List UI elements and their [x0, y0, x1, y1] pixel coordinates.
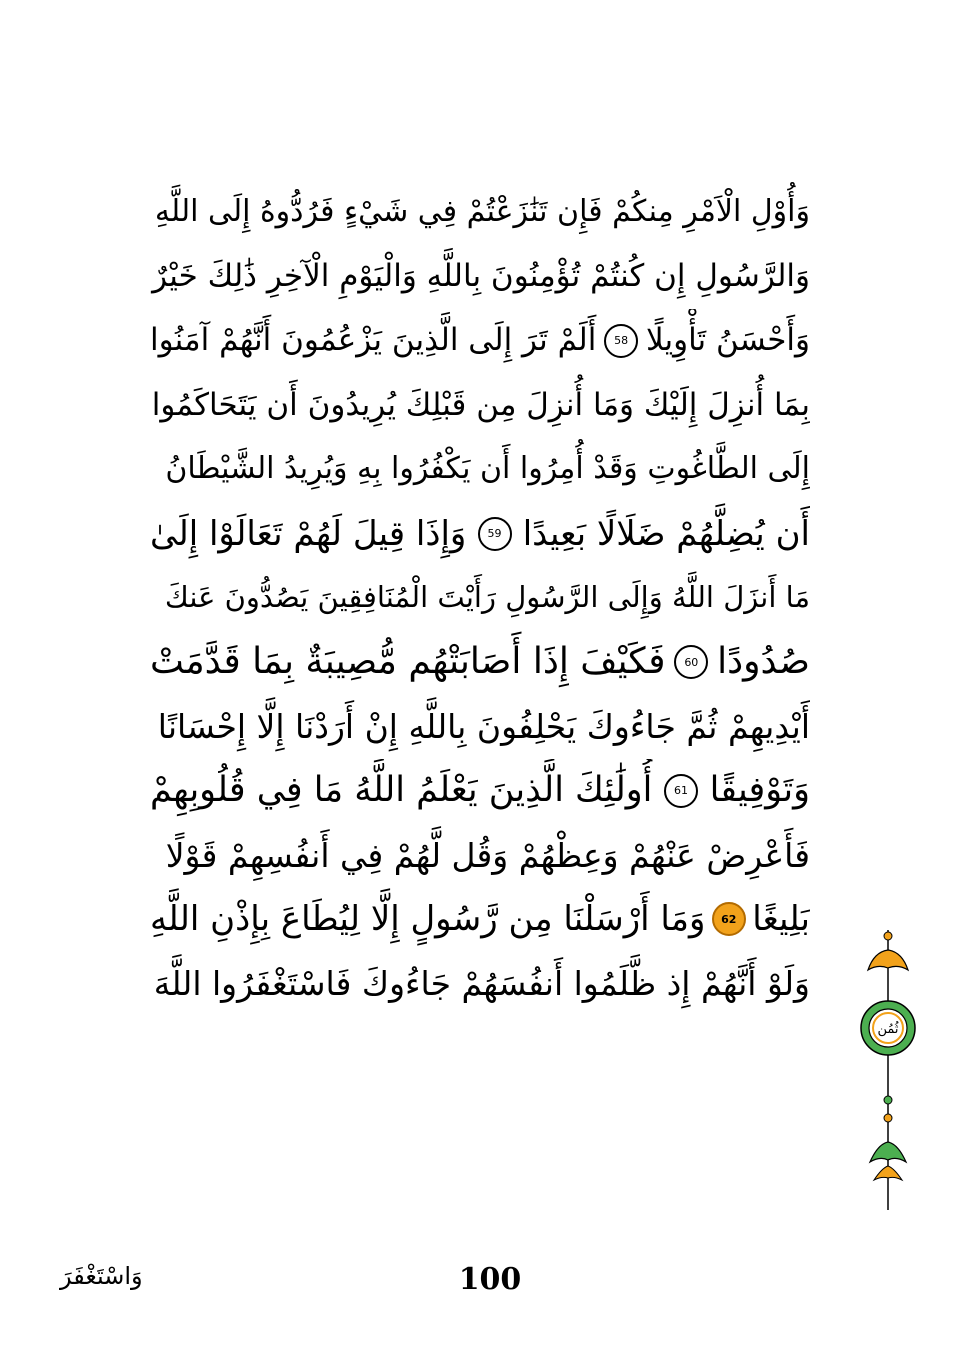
verse-number-marker: 62	[712, 902, 746, 936]
verse-text: أَلَمْ تَرَ إِلَى الَّذِينَ يَزْعُمُونَ أَنَّهُمْ آمَنُوا	[150, 322, 597, 359]
verse-text: وَالرَّسُولِ إِن كُنتُمْ تُؤْمِنُونَ بِاللَّهِ وَالْيَوْمِ الْآخِرِ ذَٰلِكَ خَيْرٌ	[152, 257, 810, 294]
verse-text: أَيْدِيهِمْ ثُمَّ جَاءُوكَ يَحْلِفُونَ بِاللَّهِ إِنْ أَرَدْنَا إِلَّا إِحْسَانًا	[157, 707, 810, 747]
verse-text: وَأَحْسَنُ تَأْوِيلًا	[645, 322, 810, 359]
text-line-2	[150, 244, 810, 308]
verse-text: صُدُودًا	[717, 641, 810, 683]
verse-text: بِمَا أُنزِلَ إِلَيْكَ وَمَا أُنزِلَ مِن قَبْلِكَ يُرِيدُونَ أَن يَتَحَاكَمُوا	[151, 386, 810, 423]
text-line-12	[150, 887, 810, 951]
text-line-3	[150, 309, 810, 373]
verse-text: بَلِيغًا	[752, 899, 810, 940]
page-number: 100	[458, 1262, 522, 1297]
text-line-10	[150, 759, 810, 823]
verse-text: فَأَعْرِضْ عَنْهُمْ وَعِظْهُمْ وَقُل لَّهُمْ فِي أَنفُسِهِمْ قَوْلًا	[165, 835, 810, 875]
verse-number-marker: 59	[478, 517, 512, 551]
verse-text: فَكَيْفَ إِذَا أَصَابَتْهُم مُّصِيبَةٌ بِمَا قَدَّمَتْ	[150, 641, 666, 683]
text-line-7	[150, 566, 810, 630]
verse-text: إِلَى الطَّاغُوتِ وَقَدْ أُمِرُوا أَن يَكْفُرُوا بِهِ وَيُرِيدُ الشَّيْطَانُ	[165, 451, 810, 487]
verse-text: وَلَوْ أَنَّهُمْ إِذ ظَّلَمُوا أَنفُسَهُمْ جَاءُوكَ فَاسْتَغْفَرُوا اللَّهَ	[153, 964, 810, 1004]
verse-text: وَإِذَا قِيلَ لَهُمْ تَعَالَوْا إِلَىٰ	[150, 513, 467, 554]
verse-number-marker: 60	[674, 645, 708, 679]
text-line-9	[150, 694, 810, 758]
text-line-5	[150, 437, 810, 501]
text-line-1	[150, 180, 810, 244]
verse-text: أَن يُضِلَّهُمْ ضَلَالًا بَعِيدًا	[522, 513, 810, 554]
quran-text-block	[150, 180, 810, 1016]
catchword: وَاسْتَغْفَرَ	[60, 1262, 143, 1290]
verse-number-marker: 61	[664, 774, 698, 808]
verse-text: وَتَوْفِيقًا	[709, 770, 810, 811]
text-line-6	[150, 501, 810, 565]
text-line-8	[150, 630, 810, 694]
verse-text: مَا أَنزَلَ اللَّهُ وَإِلَى الرَّسُولِ رَأَيْتَ الْمُنَافِقِينَ يَصُدُّونَ عَنكَ	[164, 580, 810, 615]
verse-text: أُولَٰئِكَ الَّذِينَ يَعْلَمُ اللَّهُ مَا فِي قُلُوبِهِمْ	[150, 770, 653, 811]
verse-number-marker: 58	[604, 324, 638, 358]
text-line-13	[150, 952, 810, 1016]
text-line-4	[150, 373, 810, 437]
hizb-ornament-icon	[860, 930, 916, 1210]
verse-text: وَمَا أَرْسَلْنَا مِن رَّسُولٍ إِلَّا لِيُطَاعَ بِإِذْنِ اللَّهِ	[150, 899, 706, 940]
text-line-11	[150, 823, 810, 887]
hizb-label: ثُمُن	[877, 1022, 899, 1037]
verse-text: وَأُوْلِ الْاَمْرِ مِنكُمْ فَإِن تَنَٰزَعْتُمْ فِي شَيْءٍ فَرُدُّوهُ إِلَى اللَّهِ	[154, 194, 810, 230]
